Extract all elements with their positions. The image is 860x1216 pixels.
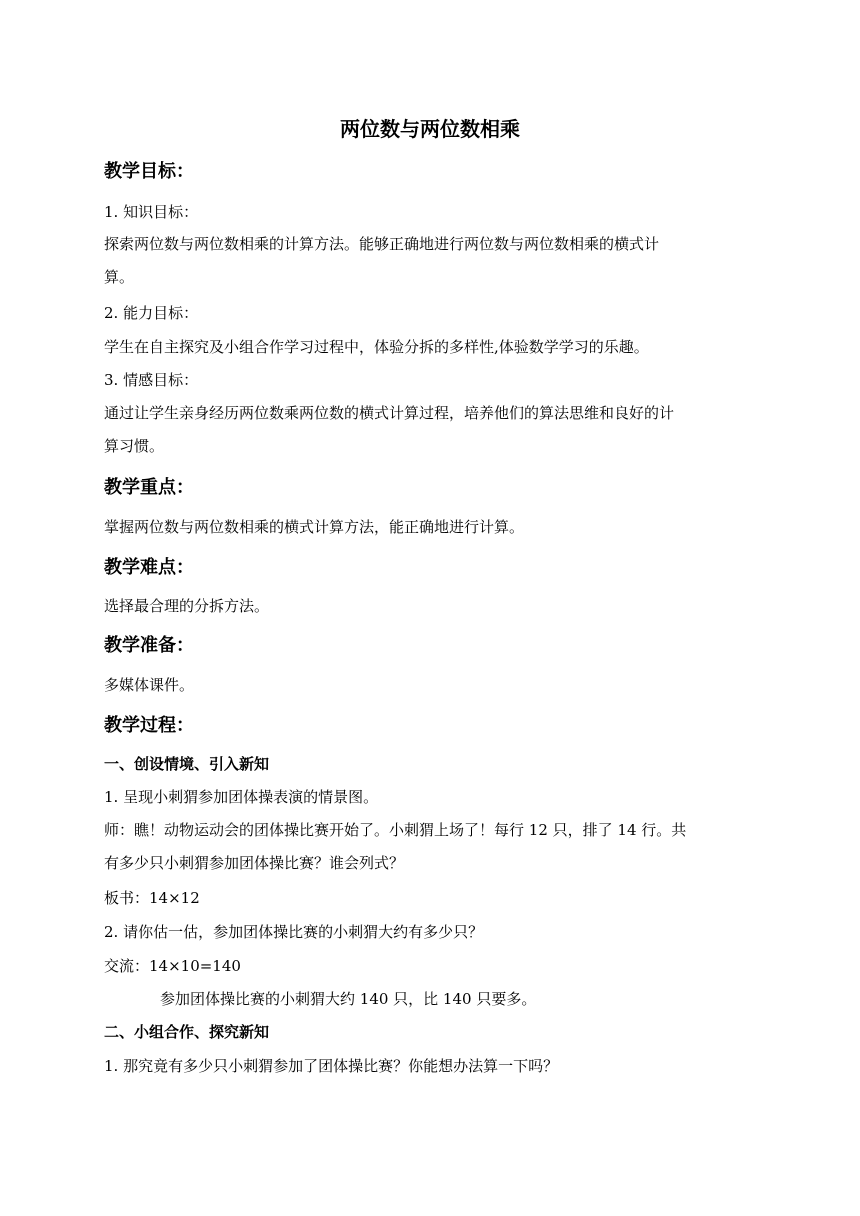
goal-emotion-text-line1: 通过让学生亲身经历两位数乘两位数的横式计算过程，培养他们的算法思维和良好的计 (104, 404, 675, 422)
difficulty-text: 选择最合理的分拆方法。 (104, 597, 270, 615)
part1-teacher-line2: 有多少只小刺猬参加团体操比赛？谁会列式？ (104, 854, 405, 872)
goals-heading: 教学目标： (104, 161, 194, 182)
process-heading: 教学过程： (104, 715, 194, 736)
part1-exchange: 交流：14×10=140 (104, 957, 241, 975)
prep-heading: 教学准备： (104, 635, 194, 656)
goal-emotion-text-line2: 算习惯。 (104, 437, 165, 455)
goal-ability-text: 学生在自主探究及小组合作学习过程中，体验分拆的多样性,体验数学学习的乐趣。 (104, 338, 649, 356)
part1-teacher-line1: 师：瞧！动物运动会的团体操比赛开始了。小刺猬上场了！每行 12 只，排了 14 行。共 (104, 821, 687, 839)
part1-heading: 一、创设情境、引入新知 (104, 755, 270, 773)
document-title: 两位数与两位数相乘 (340, 117, 520, 141)
goal-knowledge-label: 1. 知识目标： (104, 203, 199, 221)
part1-exchange-note: 参加团体操比赛的小刺猬大约 140 只，比 140 只要多。 (160, 990, 537, 1008)
key-heading: 教学重点： (104, 477, 194, 498)
goal-emotion-label: 3. 情感目标： (104, 371, 199, 389)
part1-step2: 2. 请你估一估，参加团体操比赛的小刺猬大约有多少只？ (104, 923, 484, 941)
part1-step1: 1. 呈现小刺猬参加团体操表演的情景图。 (104, 788, 379, 806)
part2-heading: 二、小组合作、探究新知 (104, 1023, 270, 1041)
difficulty-heading: 教学难点： (104, 557, 194, 578)
goal-ability-label: 2. 能力目标： (104, 304, 199, 322)
part2-step1: 1. 那究竟有多少只小刺猬参加了团体操比赛？你能想办法算一下吗？ (104, 1057, 559, 1075)
goal-knowledge-text-line2: 算。 (104, 268, 135, 286)
prep-text: 多媒体课件。 (104, 676, 195, 694)
part1-board: 板书：14×12 (104, 889, 200, 907)
key-text: 掌握两位数与两位数相乘的横式计算方法，能正确地进行计算。 (104, 518, 525, 536)
goal-knowledge-text-line1: 探索两位数与两位数相乘的计算方法。能够正确地进行两位数与两位数相乘的横式计 (104, 235, 660, 253)
